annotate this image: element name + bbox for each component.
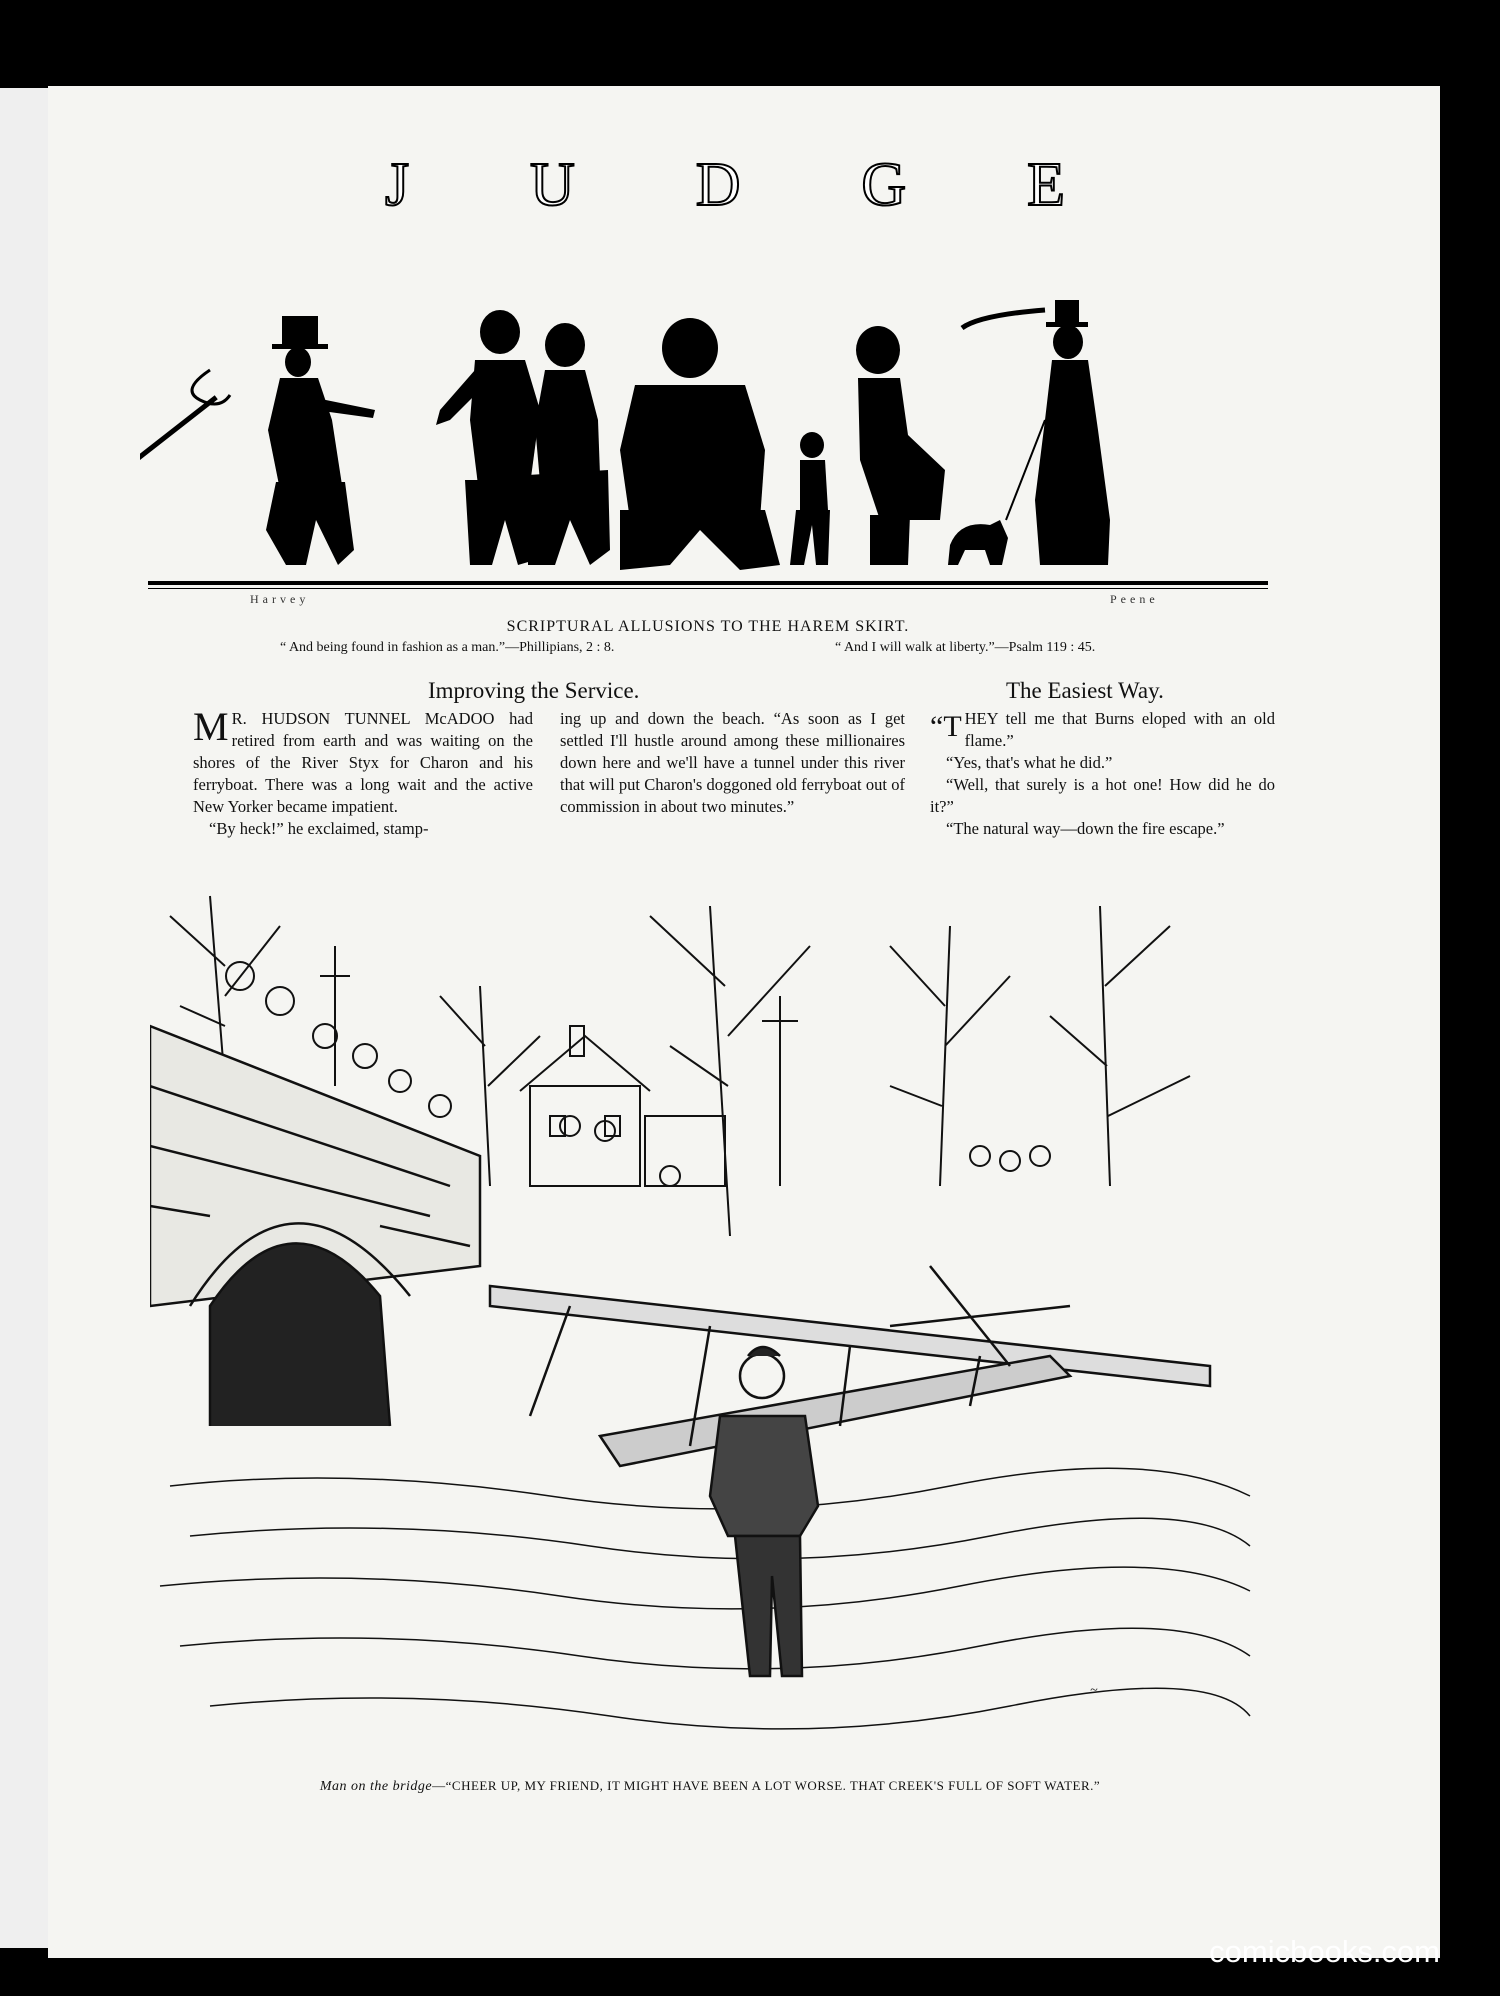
masthead-title xyxy=(385,150,1065,230)
drop-cap: “T xyxy=(930,710,962,743)
caption-speaker: Man on the bridge xyxy=(319,1779,433,1794)
masthead-letter: U xyxy=(530,151,575,219)
bridge-crash-illustration xyxy=(150,886,1270,1760)
cartoon-base-rule-thin xyxy=(148,588,1268,589)
quote-right: “ And I will walk at liberty.”—Psalm 119 : 45. xyxy=(835,640,1096,655)
silhouette-figure xyxy=(140,316,375,565)
site-watermark: comicbooks.com xyxy=(1209,1934,1440,1969)
silhouette-figure xyxy=(528,323,610,565)
article-column xyxy=(930,708,1275,840)
silhouette-figure xyxy=(620,318,780,570)
silhouette-figure xyxy=(790,432,830,565)
previous-page-edge xyxy=(0,88,50,1948)
article-column xyxy=(560,708,905,818)
article-text: R. HUDSON TUNNEL McADOO had retired from earth and was waiting on the shores of the River Styx for Charon and his ferryboat. There was a long wait and the active New Yorker became impatient. xyxy=(193,709,533,816)
silhouette-figure xyxy=(436,310,540,565)
article-text: ing up and down the beach. “As soon as I get settled I'll hustle around among these millionaires down here and we'll have a tunnel under this river that will put Charon's doggoned old ferryboat out of commission in about two minutes.” xyxy=(560,709,905,816)
cartoon-base-rule xyxy=(148,581,1268,585)
article-text: “By heck!” he exclaimed, stamp- xyxy=(209,819,429,838)
artist-signature: Peene xyxy=(1110,592,1159,606)
cartoon-caption: SCRIPTURAL ALLUSIONS TO THE HAREM SKIRT. xyxy=(506,618,910,635)
masthead-letter: D xyxy=(695,151,741,219)
article-text: HEY tell me that Burns eloped with an old flame.” xyxy=(964,709,1275,750)
quote-left: “ And being found in fashion as a man.”—Phillipians, 2 : 8. xyxy=(280,640,615,655)
article-column xyxy=(193,704,533,840)
harem-skirt-silhouettes xyxy=(140,220,1265,590)
caption-text: —“CHEER UP, MY FRIEND, IT MIGHT HAVE BEEN A LOT WORSE. THAT CREEK'S FULL OF SOFT WATER.” xyxy=(432,1778,1101,1793)
silhouette-figure xyxy=(856,326,945,565)
masthead-letter: E xyxy=(1027,151,1065,219)
illustration-signature: ~ xyxy=(1090,1683,1098,1698)
article-text: “The natural way—down the fire escape.” xyxy=(946,819,1225,838)
article-text: “Well, that surely is a hot one! How did he do it?” xyxy=(930,775,1275,816)
article-text: “Yes, that's what he did.” xyxy=(946,753,1113,772)
drop-cap: M xyxy=(193,704,229,749)
article-heading: The Easiest Way. xyxy=(1006,678,1164,703)
masthead-letter: J xyxy=(385,151,410,219)
silhouette-dog xyxy=(948,520,1008,565)
illustration-caption xyxy=(150,1778,1270,1795)
article-heading: Improving the Service. xyxy=(428,678,640,703)
masthead-letter: G xyxy=(861,151,907,219)
artist-signature: Harvey xyxy=(250,592,310,606)
